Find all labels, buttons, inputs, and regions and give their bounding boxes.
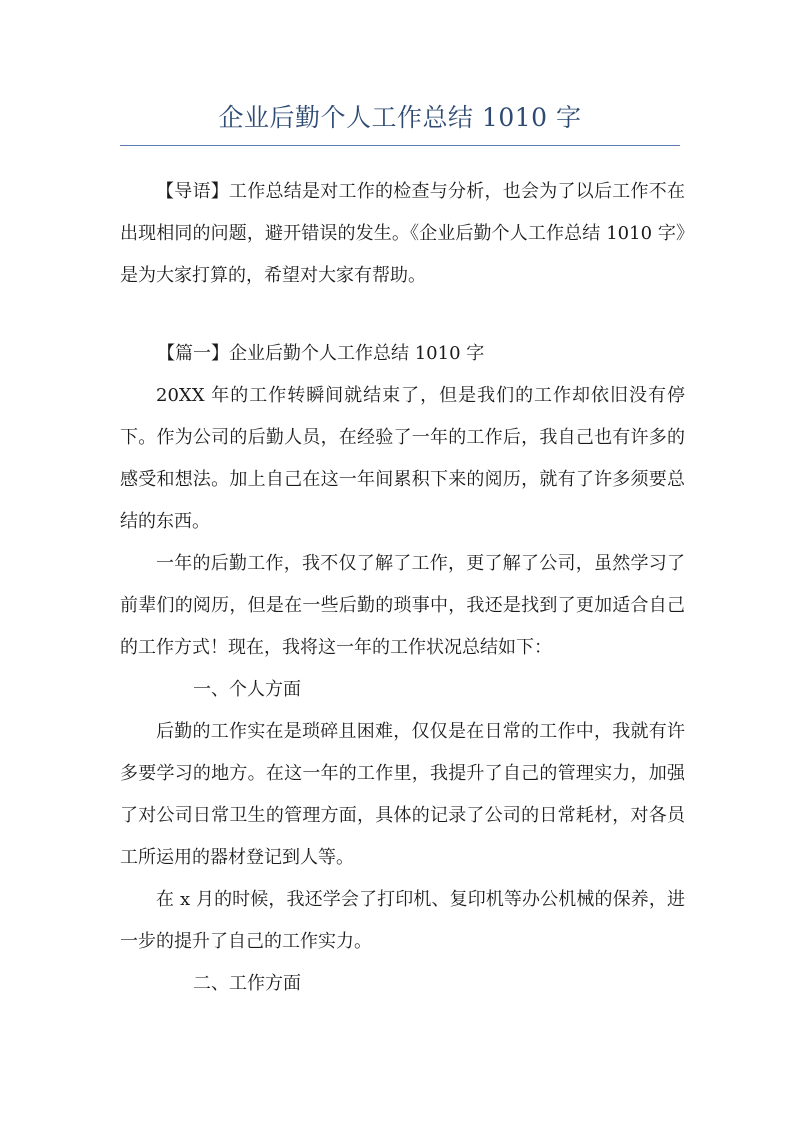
body-paragraph-3: 后勤的工作实在是琐碎且困难，仅仅是在日常的工作中，我就有许多要学习的地方。在这一年的工作里，我提升了自己的管理实力，加强了对公司日常卫生的管理方面，具体的记录了公司的日常耗材，对各员工所运用的器材登记到人等。 [120,721,685,868]
title-divider [120,145,680,146]
document-title: 企业后勤个人工作总结 1010 字 [218,103,582,132]
subheading-work: 二、工作方面 [193,973,301,994]
body-paragraph-1: 20XX 年的工作转瞬间就结束了，但是我们的工作却依旧没有停下。作为公司的后勤人员，在经验了一年的工作后，我自己也有许多的感受和想法。加上自己在这一年间累积下来的阅历，就有了许多须要总结的东西。 [120,385,685,532]
body-paragraph-4: 在 x 月的时候，我还学会了打印机、复印机等办公机械的保养，进一步的提升了自己的工作实力。 [120,889,685,952]
intro-paragraph: 【导语】工作总结是对工作的检查与分析，也会为了以后工作不在出现相同的问题，避开错误的发生。《企业后勤个人工作总结 1010 字》是为大家打算的，希望对大家有帮助。 [120,181,685,286]
body-paragraph-2: 一年的后勤工作，我不仅了解了工作，更了解了公司，虽然学习了前辈们的阅历，但是在一些后勤的琐事中，我还是找到了更加适合自己的工作方式！现在，我将这一年的工作状况总结如下： [120,553,685,658]
section-heading: 【篇一】企业后勤个人工作总结 1010 字 [157,343,485,364]
subheading-personal: 一、个人方面 [193,679,301,700]
